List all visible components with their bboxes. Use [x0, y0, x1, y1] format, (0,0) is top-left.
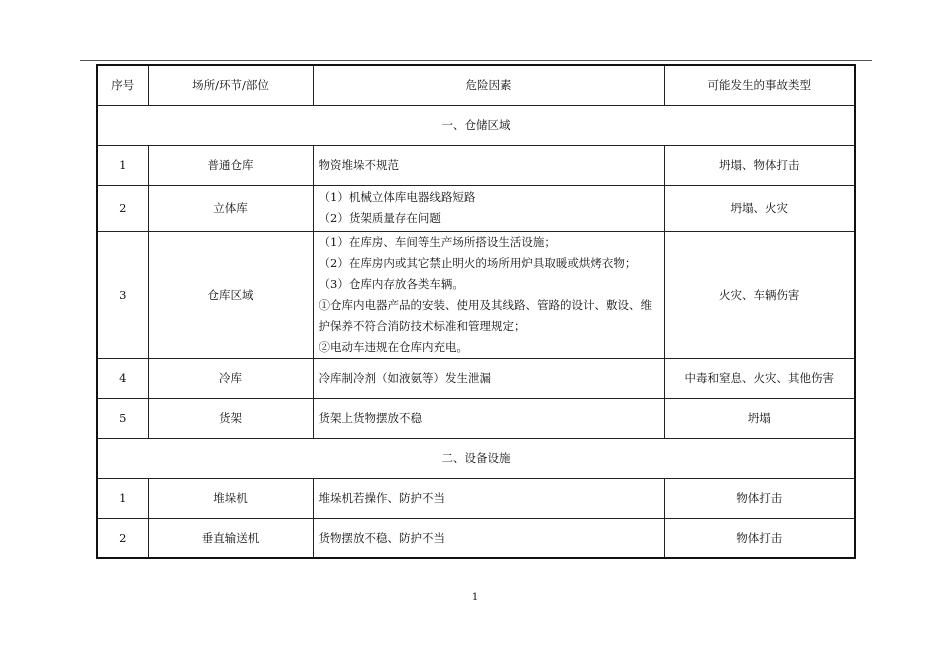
- row-place: 立体库: [148, 185, 313, 231]
- header-place: 场所/环节/部位: [148, 65, 313, 105]
- table-header-row: [97, 65, 855, 105]
- row-place: 冷库: [148, 358, 313, 398]
- table-row: [97, 358, 855, 398]
- row-accident: 坍塌、物体打击: [664, 145, 855, 185]
- row-hazard: [313, 185, 664, 231]
- header-accident-type: 可能发生的事故类型: [664, 65, 855, 105]
- table-row: [97, 185, 855, 231]
- hazard-line: 冷库制冷剂（如液氨等）发生泄漏: [318, 371, 491, 385]
- row-place: 仓库区域: [148, 231, 313, 358]
- row-place: 垂直输送机: [148, 518, 313, 558]
- section-row-storage: [97, 105, 855, 145]
- row-place: 普通仓库: [148, 145, 313, 185]
- row-accident: 火灾、车辆伤害: [664, 231, 855, 358]
- row-accident: 坍塌、火灾: [664, 185, 855, 231]
- row-serial: 1: [97, 478, 148, 518]
- section-row-equipment: [97, 438, 855, 478]
- hazard-table: [96, 64, 856, 559]
- header-rule: [80, 60, 872, 61]
- row-serial: 1: [97, 145, 148, 185]
- header-serial: 序号: [97, 65, 148, 105]
- row-hazard: [313, 478, 664, 518]
- section-title: 一、仓储区域: [97, 105, 855, 145]
- hazard-line: 物资堆垛不规范: [318, 158, 399, 172]
- row-serial: 3: [97, 231, 148, 358]
- header-hazard: 危险因素: [313, 65, 664, 105]
- page-number: 1: [471, 592, 479, 603]
- row-accident: 物体打击: [664, 518, 855, 558]
- row-serial: 4: [97, 358, 148, 398]
- row-place: 堆垛机: [148, 478, 313, 518]
- hazard-line: （3）仓库内存放各类车辆。: [318, 276, 464, 291]
- hazard-line: （2）货架质量存在问题: [318, 211, 441, 225]
- table-row: [97, 518, 855, 558]
- row-accident: 中毒和窒息、火灾、其他伤害: [664, 358, 855, 398]
- table-row: [97, 478, 855, 518]
- row-accident: 物体打击: [664, 478, 855, 518]
- hazard-line: 货物摆放不稳、防护不当: [318, 530, 445, 545]
- hazard-line: （1）在库房、车间等生产场所搭设生活设施；: [318, 234, 556, 249]
- hazard-line: ②电动车违规在仓库内充电。: [318, 339, 468, 354]
- row-place: 货架: [148, 398, 313, 438]
- table-row: [97, 398, 855, 438]
- hazard-line: ①仓库内电器产品的安装、使用及其线路、管路的设计、敷设、维护保养不符合消防技术标准和管理规定；: [318, 297, 652, 333]
- section-title: 二、设备设施: [97, 438, 855, 478]
- row-hazard: [313, 145, 664, 185]
- hazard-line: 货架上货物摆放不稳: [318, 411, 422, 425]
- hazard-line: 堆垛机若操作、防护不当: [318, 491, 445, 505]
- row-accident: 坍塌: [664, 398, 855, 438]
- row-hazard: [313, 518, 664, 558]
- row-serial: 2: [97, 518, 148, 558]
- hazard-line: （1）机械立体库电器线路短路: [318, 190, 476, 204]
- row-hazard: [313, 231, 664, 358]
- table-row: [97, 145, 855, 185]
- hazard-line: （2）在库房内或其它禁止明火的场所用炉具取暖或烘烤衣物；: [318, 255, 637, 270]
- row-serial: 5: [97, 398, 148, 438]
- row-serial: 2: [97, 185, 148, 231]
- row-hazard: [313, 398, 664, 438]
- table-row: [97, 231, 855, 358]
- row-hazard: [313, 358, 664, 398]
